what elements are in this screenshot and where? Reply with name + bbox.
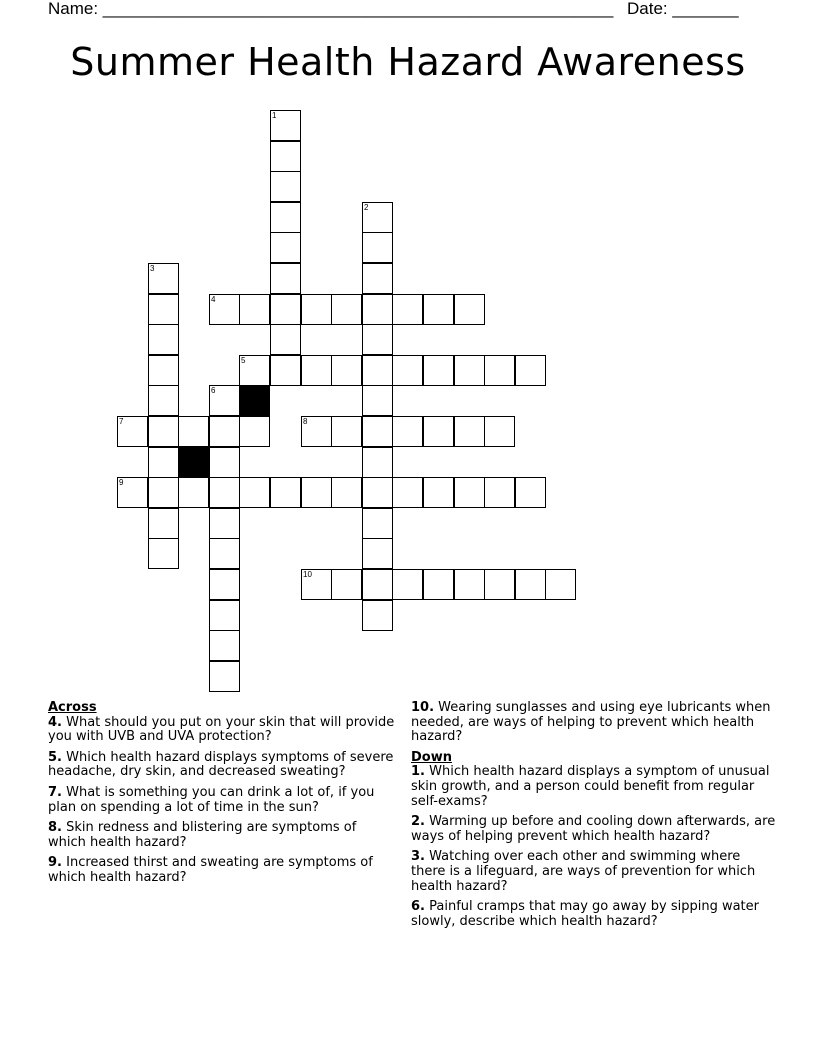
crossword-cell[interactable] [270,263,301,294]
clue-across-7: 7. What is something you can drink a lot of, if you plan on spending a lot of time in the sun? [48,784,375,815]
clue-number: 8 [303,417,308,426]
crossword-cell[interactable] [423,294,454,325]
crossword-cell[interactable] [178,477,209,508]
clue-number: 4 [211,295,216,304]
clue-across-4: 4. What should you put on your skin that will provide you with UVB and UVA protection? [48,714,395,745]
crossword-cell[interactable] [148,324,179,355]
crossword-cell[interactable] [392,569,423,600]
crossword-cell[interactable] [423,477,454,508]
crossword-cell[interactable] [392,416,423,447]
crossword-cell[interactable] [270,110,301,141]
blocked-cell [239,385,270,416]
crossword-cell[interactable] [148,538,179,569]
clue-across-8: 8. Skin redness and blistering are symptoms of which health hazard? [48,820,357,850]
crossword-cell[interactable] [362,538,393,569]
crossword-cell[interactable] [392,294,423,325]
crossword-cell[interactable] [148,355,179,386]
crossword-cell[interactable] [301,569,332,600]
crossword-cell[interactable] [148,477,179,508]
crossword-cell[interactable] [117,416,148,447]
crossword-cell[interactable] [117,477,148,508]
crossword-cell[interactable] [362,447,393,478]
crossword-cell[interactable] [148,263,179,294]
clue-across-9: 9. Increased thirst and sweating are symptoms of which health hazard? [48,855,373,885]
clue-number: 9 [119,478,124,487]
date-field[interactable]: Date: _______ [627,0,739,18]
crossword-cell[interactable] [484,477,515,508]
crossword-cell[interactable] [209,416,240,447]
crossword-cell[interactable] [209,294,240,325]
crossword-cell[interactable] [239,294,270,325]
crossword-cell[interactable] [270,202,301,233]
crossword-cell[interactable] [301,477,332,508]
crossword-cell[interactable] [331,294,362,325]
crossword-cell[interactable] [454,477,485,508]
clue-number: 3 [150,264,155,273]
clue-number: 10 [303,570,312,579]
crossword-cell[interactable] [362,232,393,263]
clue-number: 5 [241,356,246,365]
crossword-cell[interactable] [362,263,393,294]
crossword-cell[interactable] [454,294,485,325]
crossword-cell[interactable] [392,355,423,386]
clues-left-column [48,701,398,892]
crossword-cell[interactable] [209,447,240,478]
crossword-cell[interactable] [209,508,240,539]
crossword-cell[interactable] [270,171,301,202]
crossword-cell[interactable] [545,569,576,600]
crossword-cell[interactable] [239,416,270,447]
crossword-cell[interactable] [148,508,179,539]
crossword-cell[interactable] [209,477,240,508]
clue-across-5: 5. Which health hazard displays symptoms of severe headache, dry skin, and decreased sweating? [48,749,394,780]
crossword-cell[interactable] [301,416,332,447]
clues-right-column [411,701,776,935]
crossword-cell[interactable] [362,569,393,600]
crossword-cell[interactable] [423,416,454,447]
crossword-cell[interactable] [454,416,485,447]
blocked-cell [178,447,209,478]
crossword-cell[interactable] [362,508,393,539]
crossword-cell[interactable] [362,600,393,631]
crossword-cell[interactable] [331,569,362,600]
crossword-cell[interactable] [454,569,485,600]
crossword-cell[interactable] [270,232,301,263]
crossword-cell[interactable] [209,600,240,631]
crossword-cell[interactable] [484,416,515,447]
crossword-cell[interactable] [362,202,393,233]
clue-down-1: 1. Which health hazard displays a symptom of unusual skin growth, and a person could benefit from regular self-exams? [411,764,770,809]
crossword-cell[interactable] [515,569,546,600]
crossword-cell[interactable] [209,569,240,600]
crossword-cell[interactable] [209,661,240,692]
crossword-cell[interactable] [362,477,393,508]
crossword-cell[interactable] [362,355,393,386]
crossword-cell[interactable] [148,447,179,478]
crossword-cell[interactable] [239,355,270,386]
crossword-cell[interactable] [362,416,393,447]
crossword-cell[interactable] [209,538,240,569]
across-heading: Across [48,700,97,715]
crossword-cell[interactable] [362,324,393,355]
clue-number: 1 [272,111,277,120]
crossword-cell[interactable] [515,477,546,508]
clue-number: 6 [211,386,216,395]
crossword-cell[interactable] [270,355,301,386]
crossword-cell[interactable] [484,355,515,386]
crossword-cell[interactable] [331,416,362,447]
clue-down-3: 3. Watching over each other and swimming where there is a lifeguard, are ways of prevention for which health hazard? [411,849,756,894]
crossword-cell[interactable] [270,294,301,325]
down-heading: Down [411,749,452,765]
crossword-cell[interactable] [423,569,454,600]
clue-down-6: 6. Painful cramps that may go away by sipping water slowly, describe which health hazard? [411,899,759,929]
crossword-cell[interactable] [331,477,362,508]
crossword-cell[interactable] [454,355,485,386]
crossword-cell[interactable] [178,416,209,447]
clue-across-10: 10. Wearing sunglasses and using eye lubricants when needed, are ways of helping to prevent which health hazard? [411,700,771,745]
crossword-cell[interactable] [331,355,362,386]
crossword-cell[interactable] [362,294,393,325]
page-title: Summer Health Hazard Awareness [70,40,746,84]
clue-number: 7 [119,417,124,426]
crossword-cell[interactable] [270,477,301,508]
crossword-cell[interactable] [209,630,240,661]
crossword-cell[interactable] [148,416,179,447]
crossword-cell[interactable] [239,477,270,508]
crossword-cell[interactable] [148,294,179,325]
crossword-cell[interactable] [209,385,240,416]
crossword-cell[interactable] [392,477,423,508]
name-field[interactable]: Name: ______________________________________________________ [48,0,614,18]
crossword-cell[interactable] [148,385,179,416]
crossword-cell[interactable] [301,294,332,325]
clue-number: 2 [364,203,369,212]
crossword-cell[interactable] [270,141,301,172]
crossword-cell[interactable] [270,324,301,355]
crossword-cell[interactable] [362,385,393,416]
crossword-cell[interactable] [515,355,546,386]
crossword-cell[interactable] [423,355,454,386]
crossword-cell[interactable] [301,355,332,386]
clue-down-2: 2. Warming up before and cooling down afterwards, are ways of helping prevent which health hazard? [411,814,776,844]
crossword-cell[interactable] [484,569,515,600]
